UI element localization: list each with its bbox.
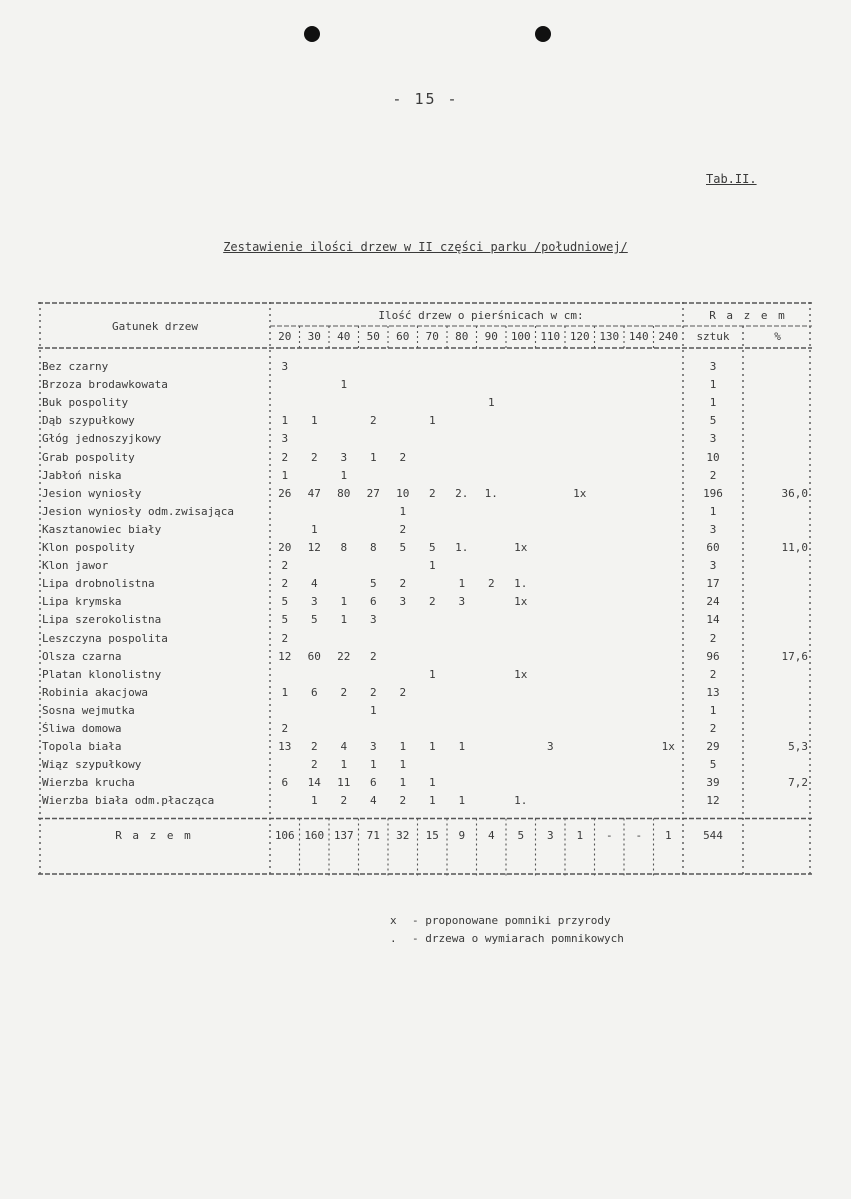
count-cell: 1 [310,794,318,808]
total-sztuk-cell: 1 [709,396,717,410]
table-title: Zestawienie ilości drzew w II części parku /południowej/ [223,240,628,254]
count-cell: 1 [340,468,348,482]
count-cell: 3 [458,595,466,609]
total-sztuk-cell: 24 [706,595,720,609]
species-name: Brzoza brodawkowata [42,378,168,392]
count-cell: 5 [399,541,407,554]
count-cell: 6 [281,776,289,790]
count-cell: 1 [281,414,289,428]
count-cell: 1 [340,758,348,772]
diameter-col-header: 20 [278,330,292,343]
total-header: R a z e m [709,309,787,322]
count-cell: 2 [487,577,495,591]
count-cell: 1. [455,541,469,554]
species-name: Lipa szerokolistna [42,613,162,627]
count-cell: 1. [484,486,498,500]
count-cell: 6 [369,776,377,790]
total-count-cell: 3 [546,828,554,842]
species-name: Wierzba biała odm.płacząca [42,794,215,808]
count-cell: 1x [514,595,528,609]
total-sztuk-cell: 1 [709,703,717,717]
total-percent-cell: 36,0 [781,486,808,500]
count-cell: 6 [310,685,318,699]
diameter-col-header: 100 [510,330,531,343]
total-count-cell: 1 [664,828,672,842]
total-count-cell: 32 [396,828,410,842]
count-cell: 1 [369,450,377,464]
count-cell: 2 [399,685,407,699]
count-cell: 1 [310,414,318,428]
punch-hole-left [304,26,320,42]
total-percent-cell: 5,3 [788,740,808,754]
count-cell: 5 [428,541,436,554]
count-cell: 3 [310,595,318,609]
count-cell: 26 [278,486,292,500]
count-cell: 60 [307,649,321,663]
count-cell: 1 [428,414,436,428]
count-cell: 2 [369,649,377,663]
species-name: Buk pospolity [42,396,129,410]
count-cell: 2 [281,577,289,591]
count-cell: 4 [369,794,377,808]
count-cell: 1 [369,703,377,717]
total-sztuk-cell: 13 [706,685,720,699]
legend-text: - proponowane pomniki przyrody [412,914,611,927]
count-cell: 13 [278,740,292,754]
col-header-percent: % [774,330,781,343]
total-sztuk-cell: 2 [709,722,717,735]
total-count-cell: - [605,828,613,842]
count-cell: 8 [369,541,377,554]
count-cell: 1 [428,559,436,573]
tree-count-table [38,302,812,876]
count-cell: 1 [458,577,466,591]
count-cell: 1 [340,378,348,392]
total-sztuk-cell: 60 [706,541,720,554]
count-cell: 2 [281,450,289,464]
species-header: Gatunek drzew [111,320,199,333]
count-cell: 2 [310,740,318,754]
diameter-col-header: 50 [366,330,380,343]
count-cell: 12 [278,649,292,663]
count-cell: 2 [399,577,407,591]
count-cell: 2 [310,758,318,772]
species-name: Jesion wyniosły odm.zwisająca [42,504,235,518]
count-cell: 3 [369,740,377,754]
species-name: Platan klonolistny [42,667,162,681]
count-cell: 20 [278,541,292,554]
count-cell: 1 [399,758,407,772]
count-cell: 22 [337,649,351,663]
count-cell: 2 [399,794,407,808]
total-count-cell: 4 [487,828,495,842]
species-name: Dąb szypułkowy [42,414,135,428]
count-cell: 1 [458,740,466,754]
count-cell: 12 [307,541,321,554]
species-name: Klon pospolity [42,541,135,554]
total-sztuk-cell: 5 [709,758,717,772]
count-cell: 1x [573,486,587,500]
species-name: Lipa krymska [42,595,122,609]
table-reference: Tab.II. [706,172,757,186]
count-cell: 1 [428,776,436,790]
count-cell: 3 [281,432,289,446]
total-count-cell: 9 [458,828,466,842]
count-cell: 4 [310,577,318,591]
species-name: Leszczyna pospolita [42,631,168,645]
legend-symbol: . [390,932,397,945]
legend-item-proposed [390,914,611,927]
total-sztuk-cell: 3 [709,522,717,536]
total-sztuk-cell: 2 [709,468,717,482]
count-cell: 4 [340,740,348,754]
total-sztuk-cell: 96 [706,649,720,663]
total-sztuk-cell: 1 [709,378,717,392]
diameter-col-header: 130 [599,330,620,343]
species-name: Lipa drobnolistna [42,577,155,591]
diameter-col-header: 70 [425,330,439,343]
total-sztuk-cell: 5 [709,414,717,428]
count-cell: 5 [281,595,289,609]
count-cell: 2 [340,685,348,699]
species-name: Wierzba krucha [42,776,135,790]
count-cell: 1 [458,794,466,808]
diameter-col-header: 120 [569,330,590,343]
total-sztuk-cell: 3 [709,360,717,373]
total-sztuk-cell: 196 [703,486,723,500]
total-count-cell: 15 [425,828,439,842]
count-cell: 1 [428,740,436,754]
species-name: Bez czarny [42,360,109,373]
species-name: Śliwa domowa [42,722,122,735]
total-sztuk-cell: 12 [706,794,720,808]
count-cell: 1 [281,685,289,699]
diameter-col-header: 110 [540,330,561,343]
species-name: Sosna wejmutka [42,703,135,717]
count-cell: 1x [514,541,528,554]
total-percent-cell: 17,6 [781,649,808,663]
count-cell: 1 [340,595,348,609]
count-cell: 6 [369,595,377,609]
count-cell: 2. [455,486,469,500]
count-cell: 3 [399,595,407,609]
total-percent-cell: 11,0 [781,541,808,554]
count-cell: 1 [399,504,407,518]
species-name: Grab pospolity [42,450,135,464]
count-cell: 1x [514,667,528,681]
count-cell: 3 [281,360,289,373]
count-cell: 2 [399,450,407,464]
count-cell: 5 [310,613,318,627]
diameter-col-header: 60 [396,330,410,343]
count-cell: 10 [396,486,410,500]
count-cell: 3 [546,740,554,754]
diameter-col-header: 30 [307,330,321,343]
count-cell: 1 [281,468,289,482]
species-name: Robinia akacjowa [42,685,148,699]
count-cell: 3 [340,450,348,464]
count-cell: 2 [399,522,407,536]
count-cell: 11 [337,776,351,790]
count-cell: 2 [281,631,289,645]
species-name: Jabłoń niska [42,468,122,482]
count-cell: 2 [281,559,289,573]
total-row-label: R a z e m [115,828,193,842]
species-name: Jesion wyniosły [42,486,142,500]
count-cell: 2 [340,794,348,808]
species-name: Kasztanowiec biały [42,522,162,536]
count-cell: 8 [340,541,348,554]
diameter-header: Ilość drzew o pierśnicach w cm: [378,309,584,322]
count-cell: 1. [514,577,528,591]
legend-item-monument-size [390,932,624,945]
species-name: Głóg jednoszyjkowy [42,432,162,446]
legend-text: - drzewa o wymiarach pomnikowych [412,932,624,945]
count-cell: 1. [514,794,528,808]
count-cell: 2 [310,450,318,464]
species-name: Wiąz szypułkowy [42,758,142,772]
legend-symbol: x [390,914,397,927]
total-count-cell: 1 [576,828,584,842]
total-sztuk-cell: 29 [706,740,720,754]
total-sztuk-cell: 1 [709,504,717,518]
count-cell: 2 [428,486,436,500]
total-count-cell: - [635,828,643,842]
diameter-col-header: 40 [337,330,351,343]
grand-total-sztuk: 544 [703,828,723,842]
total-sztuk-cell: 2 [709,631,717,645]
count-cell: 47 [307,486,321,500]
total-sztuk-cell: 3 [709,559,717,573]
page-number: - 15 - [392,90,459,108]
count-cell: 1 [369,758,377,772]
count-cell: 1 [428,794,436,808]
count-cell: 1 [340,613,348,627]
total-count-cell: 137 [333,828,354,842]
count-cell: 1 [310,522,318,536]
diameter-col-header: 140 [628,330,649,343]
diameter-col-header: 240 [658,330,679,343]
count-cell: 14 [307,776,321,790]
count-cell: 2 [369,685,377,699]
col-header-sztuk: sztuk [696,330,730,343]
count-cell: 2 [369,414,377,428]
total-count-cell: 160 [304,828,325,842]
punch-hole-right [535,26,551,42]
count-cell: 27 [366,486,380,500]
species-name: Topola biała [42,740,122,754]
count-cell: 2 [281,722,289,735]
species-name: Olsza czarna [42,649,122,663]
total-count-cell: 106 [274,828,295,842]
count-cell: 1 [399,740,407,754]
count-cell: 80 [337,486,351,500]
count-cell: 1x [661,740,675,754]
count-cell: 1 [399,776,407,790]
count-cell: 5 [281,613,289,627]
species-name: Klon jawor [42,559,109,573]
count-cell: 1 [428,667,436,681]
total-sztuk-cell: 17 [706,577,720,591]
diameter-col-header: 90 [484,330,498,343]
total-sztuk-cell: 2 [709,667,717,681]
count-cell: 2 [428,595,436,609]
total-percent-cell: 7,2 [788,776,808,790]
total-count-cell: 5 [517,828,525,842]
count-cell: 1 [487,396,495,410]
count-cell: 3 [369,613,377,627]
total-count-cell: 71 [366,828,380,842]
total-sztuk-cell: 39 [706,776,720,790]
total-sztuk-cell: 14 [706,613,720,627]
total-sztuk-cell: 10 [706,450,720,464]
count-cell: 5 [369,577,377,591]
total-sztuk-cell: 3 [709,432,717,446]
diameter-col-header: 80 [455,330,469,343]
